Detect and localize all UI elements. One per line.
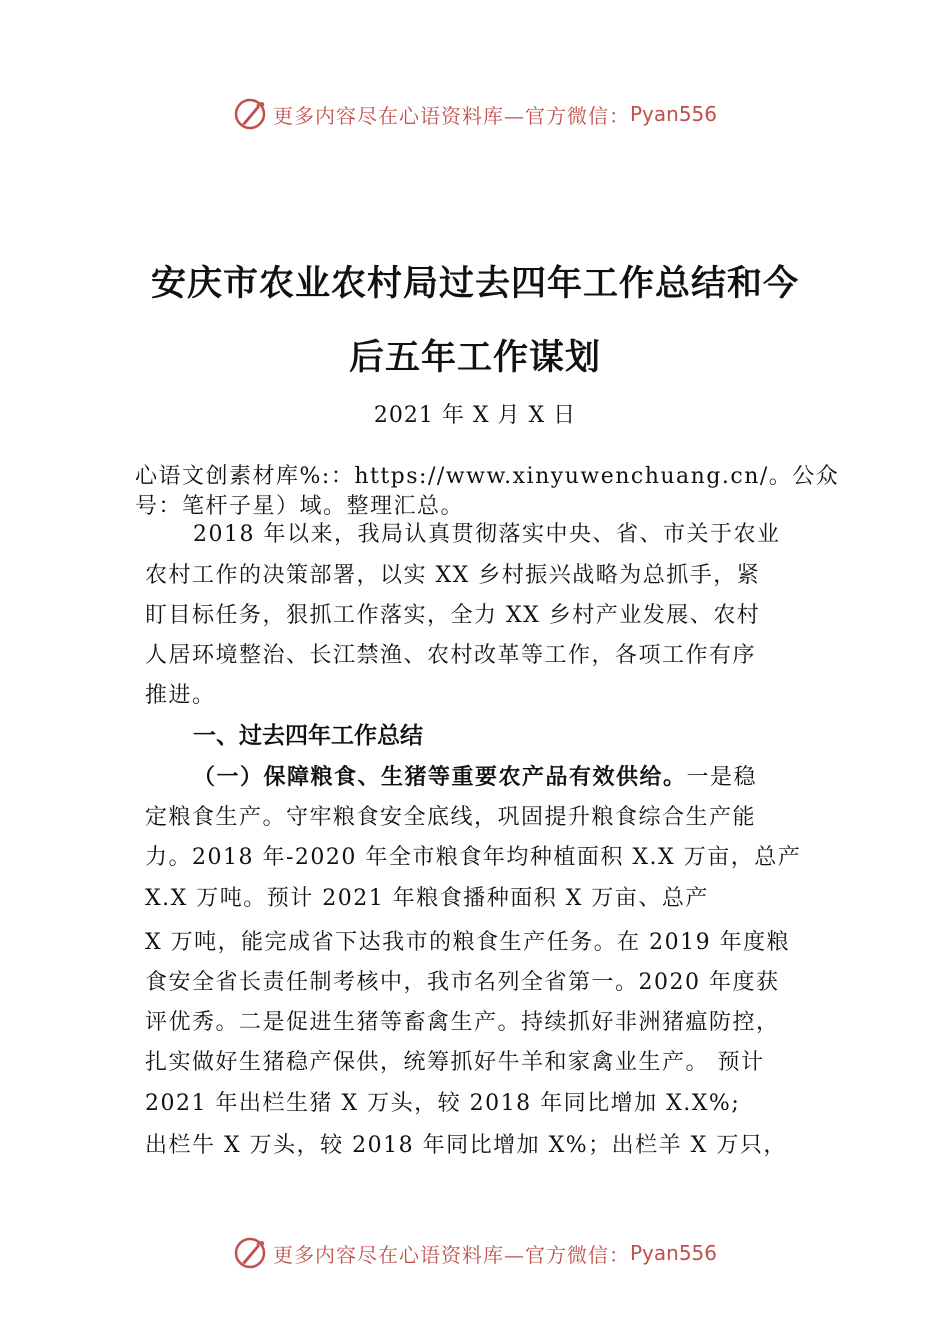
quill-pen-icon	[233, 97, 267, 131]
watermark-banner-top	[0, 94, 950, 134]
quill-pen-icon	[233, 1236, 267, 1270]
paragraph-line: 人居环境整治、长江禁渔、农村改革等工作，各项工作有序	[145, 643, 757, 668]
paragraph-line: X.X 万吨。预计 2021 年粮食播种面积 X 万亩、总产	[145, 886, 709, 911]
paragraph-line: 评优秀。二是促进生猪等畜禽生产。持续抓好非洲猪瘟防控，	[145, 1010, 780, 1035]
paragraph-line: 定粮食生产。守牢粮食安全底线，巩固提升粮食综合生产能	[145, 805, 757, 830]
document-title-line2: 后五年工作谋划	[348, 338, 601, 378]
paragraph-line: 盯目标任务，狠抓工作落实，全力 XX 乡村产业发展、农村	[145, 603, 761, 628]
subsection-first-line	[193, 763, 757, 793]
subsection-heading: （一）保障粮食、生猪等重要农产品有效供给。	[193, 765, 687, 790]
document-date: 2021 年 X 月 X 日	[373, 403, 577, 428]
watermark-banner-bottom	[0, 1233, 950, 1273]
paragraph-line: 出栏牛 X 万头，较 2018 年同比增加 X%；出栏羊 X 万只，	[145, 1133, 787, 1158]
paragraph-line: 2018 年以来，我局认真贯彻落实中央、省、市关于农业	[193, 522, 781, 547]
source-line: 心语文创素材库%:：https://www.xinyuwenchuang.cn/。公众	[135, 464, 840, 489]
document-title-line1: 安庆市农业农村局过去四年工作总结和今	[150, 264, 799, 304]
paragraph-line: 力。2018 年-2020 年全市粮食年均种植面积 X.X 万亩，总产	[145, 845, 802, 870]
paragraph-line: 扎实做好生猪稳产保供，统筹抓好牛羊和家禽业生产。 预计	[145, 1050, 765, 1075]
paragraph-line: 2021 年出栏生猪 X 万头，较 2018 年同比增加 X.X%;	[145, 1091, 741, 1116]
banner-wechat-id: Pyan556	[629, 1241, 717, 1265]
banner-text: 更多内容尽在心语资料库—官方微信：	[272, 103, 630, 128]
section-heading: 一、过去四年工作总结	[193, 723, 423, 749]
banner-text: 更多内容尽在心语资料库—官方微信：	[272, 1242, 630, 1267]
subsection-lead-text: 一是稳	[686, 765, 758, 790]
paragraph-line: 食安全省长责任制考核中，我市名列全省第一。2020 年度获	[145, 970, 780, 995]
banner-wechat-id: Pyan556	[629, 102, 717, 126]
source-line: 号：笔杆子星）域。整理汇总。	[135, 494, 465, 519]
paragraph-line: X 万吨，能完成省下达我市的粮食生产任务。在 2019 年度粮	[145, 930, 791, 955]
paragraph-line: 推进。	[145, 683, 216, 708]
paragraph-line: 农村工作的决策部署，以实 XX 乡村振兴战略为总抓手，紧	[145, 563, 761, 588]
